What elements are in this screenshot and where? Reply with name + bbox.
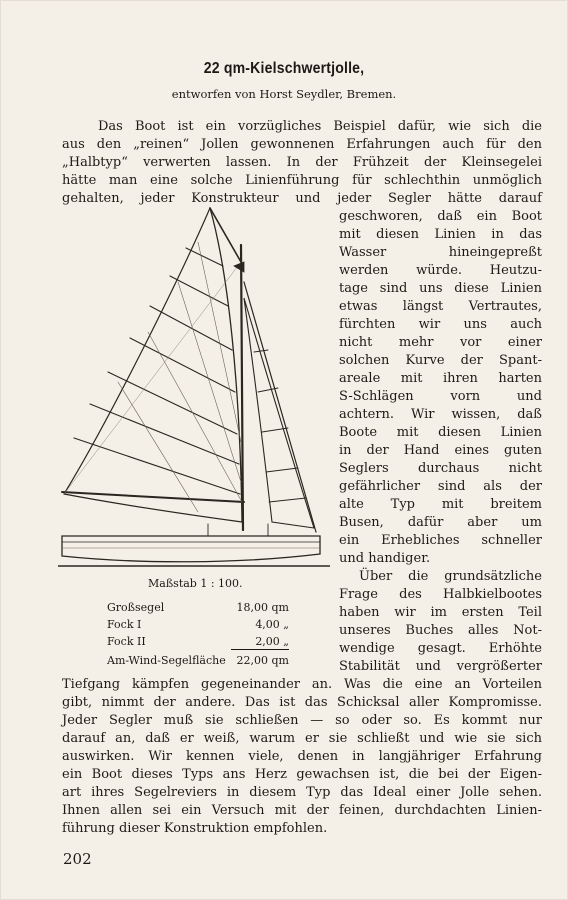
scale-caption: Maßstab 1 : 100. xyxy=(148,577,243,590)
text-line: nicht mehr vor einer xyxy=(339,335,542,350)
gaff xyxy=(210,208,241,262)
text-line: solchen Kurve der Spant- xyxy=(339,353,542,368)
text-line: hätte man eine solche Linienführung für schlechthin unmöglich xyxy=(62,173,542,188)
sail-area-label: Fock I xyxy=(107,618,142,631)
text-line: fürchten wir uns auch xyxy=(339,317,542,332)
text-line: wendige gesagt. Erhöhte xyxy=(339,641,542,656)
forestay xyxy=(244,282,316,532)
text-line: Das Boot ist ein vorzügliches Beispiel dafür, wie sich die xyxy=(98,119,542,134)
text-line: Wasser hineingepreßt xyxy=(339,245,542,260)
text-line: Stabilität und vergrößerter xyxy=(339,659,542,674)
text-line: ein Erhebliches schneller xyxy=(339,533,542,548)
sail-area-label: Fock II xyxy=(107,635,146,648)
sail-plan-drawing xyxy=(58,202,330,570)
text-line: S-Schlägen vorn und xyxy=(339,389,542,404)
mainsail-leech xyxy=(64,208,210,494)
text-line: unseres Buches alles Not- xyxy=(339,623,542,638)
text-line: gibt, nimmt der andere. Das ist das Schicksal aller Kompromisse. xyxy=(62,695,542,710)
text-line: haben wir im ersten Teil xyxy=(339,605,542,620)
boom xyxy=(62,492,244,502)
text-line: Tiefgang kämpfen gegeneinander an. Was die eine an Vorteilen xyxy=(62,677,542,692)
page-subtitle: entworfen von Horst Seydler, Bremen. xyxy=(171,87,397,101)
mainsail-foot xyxy=(64,494,242,522)
page-title: 22 qm-Kielschwertjolle, xyxy=(203,60,365,77)
sum-rule xyxy=(231,649,289,650)
text-line: und handiger. xyxy=(339,551,431,566)
text-line: Über die grundsätzliche xyxy=(359,569,542,584)
text-line: achtern. Wir wissen, daß xyxy=(339,407,542,422)
text-line: art ihres Segelreviers in diesem Typ das Ideal einer Jolle sehen. xyxy=(62,785,542,800)
text-line: alte Typ mit breitem xyxy=(339,497,542,512)
sail-area-label: Großsegel xyxy=(107,601,165,614)
burgee xyxy=(234,262,244,272)
text-line: Seglers durchaus nicht xyxy=(339,461,542,476)
text-line: tage sind uns diese Linien xyxy=(339,281,542,296)
text-line: Frage des Halbkielbootes xyxy=(339,587,542,602)
text-line: Busen, dafür aber um xyxy=(339,515,542,530)
text-line: gehalten, jeder Konstrukteur und jeder Segler hätte darauf xyxy=(62,191,542,206)
text-line: Ihnen allen sei ein Versuch mit der feinen, durchdachten Linien- xyxy=(62,803,542,818)
sail-battens xyxy=(74,248,240,494)
sail-area-label: Am-Wind-Segelfläche xyxy=(107,654,226,667)
text-line: etwas längst Vertrautes, xyxy=(339,299,542,314)
text-line: geschworen, daß ein Boot xyxy=(339,209,542,224)
text-line: in der Hand eines guten xyxy=(339,443,542,458)
text-line: areale mit ihren harten xyxy=(339,371,542,386)
text-line: „Halbtyp“ verwerten lassen. In der Frühzeit der Kleinsegelei xyxy=(62,155,542,170)
text-line: Jeder Segler muß sie schließen — so oder so. Es kommt nur xyxy=(62,713,542,728)
sail-area-value: 22,00 qm xyxy=(236,654,289,667)
text-line: ein Boot dieses Typs ans Herz gewachsen ist, die bei der Eigen- xyxy=(62,767,542,782)
text-line: aus den „reinen“ Jollen gewonnenen Erfahrungen auch für den xyxy=(62,137,542,152)
sail-area-value: 2,00 „ xyxy=(255,635,289,648)
hull xyxy=(62,536,320,562)
text-line: werden würde. Heutzu- xyxy=(339,263,542,278)
text-line: darauf an, daß er weiß, warum er sie schließt und wie sie sich xyxy=(62,731,542,746)
jib xyxy=(244,298,314,528)
sail-area-value: 4,00 „ xyxy=(255,618,289,631)
text-line: auswirken. Wir kennen viele, denen in langjähriger Erfahrung xyxy=(62,749,542,764)
text-line: Boote mit diesen Linien xyxy=(339,425,542,440)
text-line: gefährlicher sind als der xyxy=(339,479,542,494)
text-line: mit diesen Linien in das xyxy=(339,227,542,242)
sail-area-value: 18,00 qm xyxy=(236,601,289,614)
text-line: führung dieser Konstruktion empfohlen. xyxy=(62,821,328,836)
page-number: 202 xyxy=(63,850,92,868)
